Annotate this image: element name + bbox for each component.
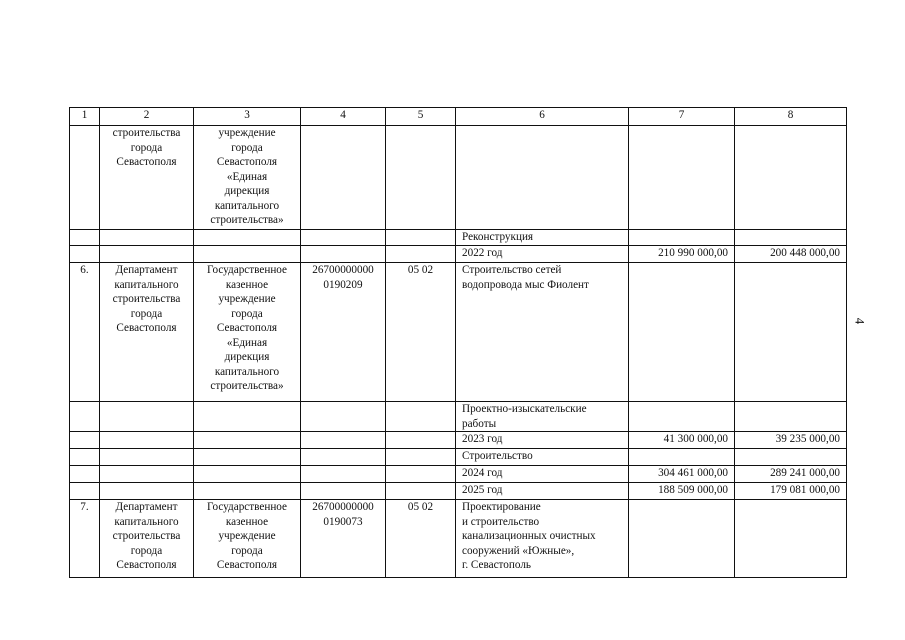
cell-amount-7: 41 300 000,00 (629, 432, 735, 449)
cell-institution: Государственное казенное учреждение города Севастополя «Единая дирекция капитального строительства» (194, 263, 301, 402)
table-row-item-6 (70, 263, 847, 402)
header-cell-6: 6 (456, 108, 629, 126)
cell-amount-8: 39 235 000,00 (735, 432, 847, 449)
table-row (70, 449, 847, 466)
cell-stage-label: Проектно-изыскательские работы (456, 402, 629, 432)
cell-amount-8 (735, 402, 847, 432)
cell-num (70, 126, 100, 230)
table-row (70, 432, 847, 449)
cell-amount-7: 210 990 000,00 (629, 246, 735, 263)
cell-stage-label: Реконструкция (456, 230, 629, 246)
cell-description: Проектирование и строительство канализационных очистных сооружений «Южные», г. Севастополь (456, 500, 629, 578)
cell-section: 05 02 (386, 500, 456, 578)
cell-year: 2023 год (456, 432, 629, 449)
budget-table (69, 107, 847, 578)
header-cell-8: 8 (735, 108, 847, 126)
cell-num: 6. (70, 263, 100, 402)
header-cell-2: 2 (100, 108, 194, 126)
cell-code: 26700000000 0190209 (301, 263, 386, 402)
header-cell-7: 7 (629, 108, 735, 126)
cell-year: 2024 год (456, 466, 629, 483)
cell-stage-label: Строительство (456, 449, 629, 466)
cell-amount-8 (735, 500, 847, 578)
cell-department: Департамент капитального строительства города Севастополя (100, 263, 194, 402)
table-row (70, 466, 847, 483)
header-row (70, 108, 847, 126)
cell-amount-7 (629, 126, 735, 230)
cell-amount-7 (629, 500, 735, 578)
cell-year: 2025 год (456, 483, 629, 500)
cell-amount-8 (735, 126, 847, 230)
table-row (70, 126, 847, 230)
cell-institution: Государственное казенное учреждение города Севастополя (194, 500, 301, 578)
header-cell-1: 1 (70, 108, 100, 126)
cell-department: Департамент капитального строительства города Севастополя (100, 500, 194, 578)
cell-code (301, 126, 386, 230)
cell-amount-8 (735, 263, 847, 402)
cell-amount-8: 200 448 000,00 (735, 246, 847, 263)
cell-department: строительства города Севастополя (100, 126, 194, 230)
table-row (70, 402, 847, 432)
table-row (70, 483, 847, 500)
cell-year: 2022 год (456, 246, 629, 263)
table-row-item-7 (70, 500, 847, 578)
cell-amount-8 (735, 449, 847, 466)
cell-amount-7 (629, 263, 735, 402)
cell-amount-7: 304 461 000,00 (629, 466, 735, 483)
cell-amount-7: 188 509 000,00 (629, 483, 735, 500)
cell-num: 7. (70, 500, 100, 578)
table-row (70, 246, 847, 263)
page-number: 4 (852, 317, 868, 325)
cell-section: 05 02 (386, 263, 456, 402)
cell-description: Строительство сетей водопровода мыс Фиолент (456, 263, 629, 402)
cell-code: 26700000000 0190073 (301, 500, 386, 578)
header-cell-4: 4 (301, 108, 386, 126)
table-row (70, 230, 847, 246)
header-cell-5: 5 (386, 108, 456, 126)
cell-institution: учреждение города Севастополя «Единая дирекция капитального строительства» (194, 126, 301, 230)
header-cell-3: 3 (194, 108, 301, 126)
cell-section (386, 126, 456, 230)
cell-amount-7 (629, 449, 735, 466)
cell-amount-7 (629, 402, 735, 432)
cell-amount-8: 289 241 000,00 (735, 466, 847, 483)
cell-amount-8: 179 081 000,00 (735, 483, 847, 500)
cell-description (456, 126, 629, 230)
